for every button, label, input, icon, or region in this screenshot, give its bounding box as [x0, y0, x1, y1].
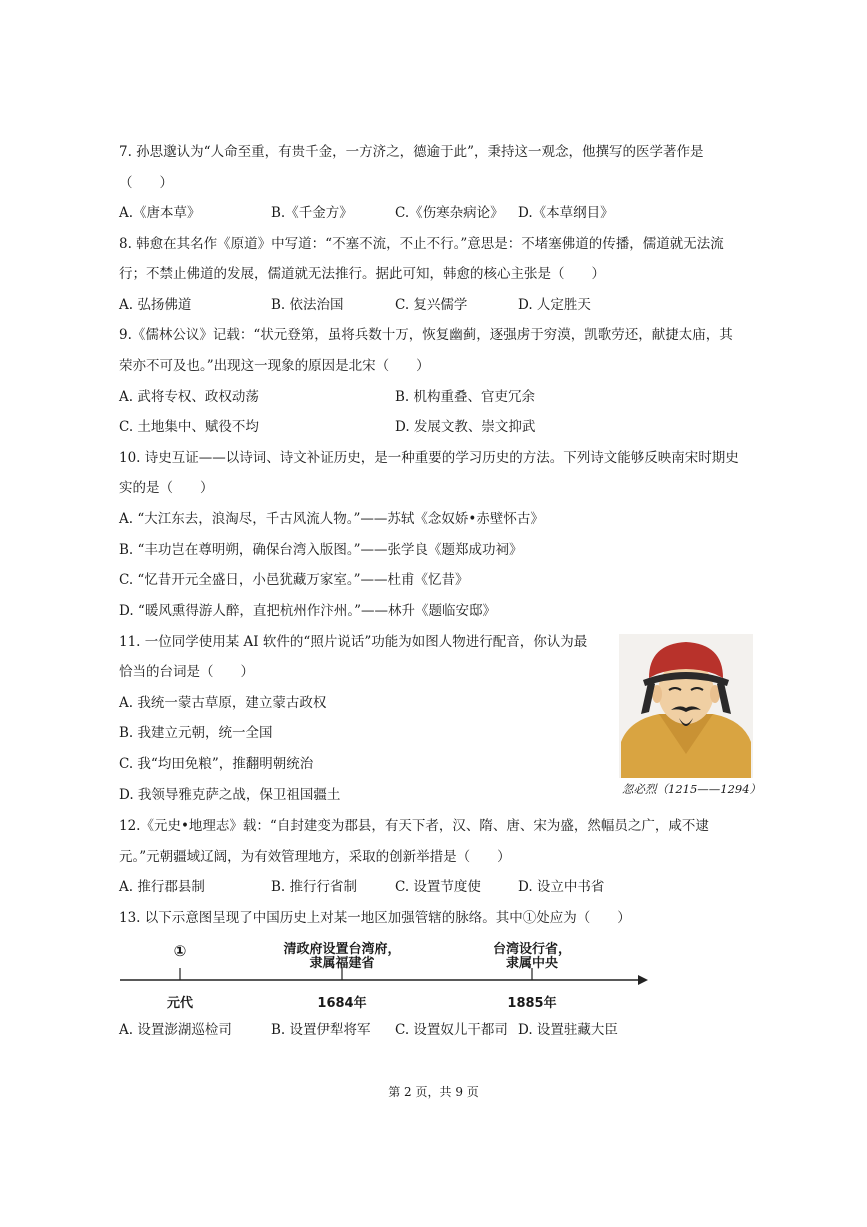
kublai-khan-portrait	[619, 634, 753, 778]
q8-option-b: B. 依法治国	[271, 297, 344, 313]
q12-option-d: D. 设立中书省	[518, 879, 605, 895]
q12-option-a: A. 推行郡县制	[119, 879, 205, 895]
q13-option-a: A. 设置澎湖巡检司	[119, 1022, 232, 1038]
timeline-1885-year: 1885年	[507, 996, 557, 1011]
timeline-yuan-label: 元代	[166, 996, 193, 1011]
q7-option-a: A.《唐本草》	[119, 205, 201, 221]
q7-paren: （ ）	[119, 175, 173, 191]
q9-option-c: C. 土地集中、赋役不均	[119, 419, 259, 435]
timeline-1684-label-line2: 隶属福建省	[309, 956, 375, 971]
q8-stem-line1: 8. 韩愈在其名作《原道》中写道：“不塞不流，不止不行。”意思是：不堵塞佛道的传播，儒道就无法流	[119, 236, 724, 252]
q8-option-a: A. 弘扬佛道	[119, 297, 192, 313]
q11-stem-line2: 恰当的台词是（ ）	[119, 664, 254, 680]
q8-option-c: C. 复兴儒学	[395, 297, 468, 313]
timeline-1885-label-line2: 隶属中央	[505, 956, 558, 971]
q9-option-d: D. 发展文教、崇文抑武	[395, 419, 536, 435]
q10-stem-line1: 10. 诗史互证——以诗词、诗文补证历史，是一种重要的学习历史的方法。下列诗文能够反映南宋时期史	[119, 450, 739, 466]
q7-option-c: C.《伤寒杂病论》	[395, 205, 504, 221]
q11-option-c: C. 我“均田免粮”，推翻明朝统治	[119, 756, 314, 772]
q13-option-c: C. 设置奴儿干都司	[395, 1022, 508, 1038]
page-footer: 第 2 页，共 9 页	[388, 1085, 479, 1099]
q11-stem-line1: 11. 一位同学使用某 AI 软件的“照片说话”功能为如图人物进行配音，你认为最	[119, 634, 588, 650]
q12-stem-line2: 元。”元朝疆域辽阔，为有效管理地方，采取的创新举措是（ ）	[119, 849, 511, 865]
q13-option-d: D. 设置驻藏大臣	[518, 1022, 618, 1038]
q9-stem-line1: 9.《儒林公议》记载：“状元登第，虽将兵数十万，恢复幽蓟，逐强虏于穷漠，凯歌劳还，献捷太庙，其	[119, 327, 733, 343]
q10-option-c: C. “忆昔开元全盛日，小邑犹藏万家室。”——杜甫《忆昔》	[119, 572, 469, 588]
q13-stem: 13. 以下示意图呈现了中国历史上对某一地区加强管辖的脉络。其中①处应为（ ）	[119, 910, 631, 926]
q10-stem-line2: 实的是（ ）	[119, 480, 214, 496]
q7-stem: 7. 孙思邈认为“人命至重，有贵千金，一方济之，德逾于此”，秉持这一观念，他撰写的医学著作是	[119, 144, 704, 160]
q11-option-b: B. 我建立元朝，统一全国	[119, 725, 273, 741]
q11-option-a: A. 我统一蒙古草原，建立蒙古政权	[119, 695, 327, 711]
timeline-marker-1: ①	[173, 942, 187, 960]
q12-stem-line1: 12.《元史•地理志》载：“自封建变为郡县，有天下者，汉、隋、唐、宋为盛，然幅员之广，咸不逮	[119, 818, 709, 834]
history-timeline	[118, 932, 658, 1012]
timeline-1885-label-line1: 台湾设行省，	[492, 942, 571, 957]
portrait-caption: 忽必烈（1215——1294）	[622, 782, 762, 796]
q12-option-c: C. 设置节度使	[395, 879, 481, 895]
q7-option-b: B.《千金方》	[271, 205, 353, 221]
q10-option-d: D. “暖风熏得游人醉，直把杭州作汴州。”——林升《题临安邸》	[119, 603, 496, 619]
q12-option-b: B. 推行行省制	[271, 879, 358, 895]
q10-option-b: B. “丰功岂在尊明朔，确保台湾入版图。”——张学良《题郑成功祠》	[119, 542, 523, 558]
q9-stem-line2: 荣亦不可及也。”出现这一现象的原因是北宋（ ）	[119, 358, 430, 374]
q8-stem-line2: 行；不禁止佛道的发展，儒道就无法推行。据此可知，韩愈的核心主张是（ ）	[119, 266, 605, 282]
q11-option-d: D. 我领导雅克萨之战，保卫祖国疆土	[119, 787, 341, 803]
q9-option-b: B. 机构重叠、官吏冗余	[395, 389, 536, 405]
q10-option-a: A. “大江东去，浪淘尽，千古风流人物。”——苏轼《念奴娇•赤壁怀古》	[119, 511, 544, 527]
timeline-1684-label-line1: 清政府设置台湾府，	[283, 942, 401, 957]
q7-option-d: D.《本草纲目》	[518, 205, 614, 221]
q9-option-a: A. 武将专权、政权动荡	[119, 389, 259, 405]
q8-option-d: D. 人定胜天	[518, 297, 591, 313]
q13-option-b: B. 设置伊犁将军	[271, 1022, 371, 1038]
timeline-1684-year: 1684年	[317, 996, 367, 1011]
